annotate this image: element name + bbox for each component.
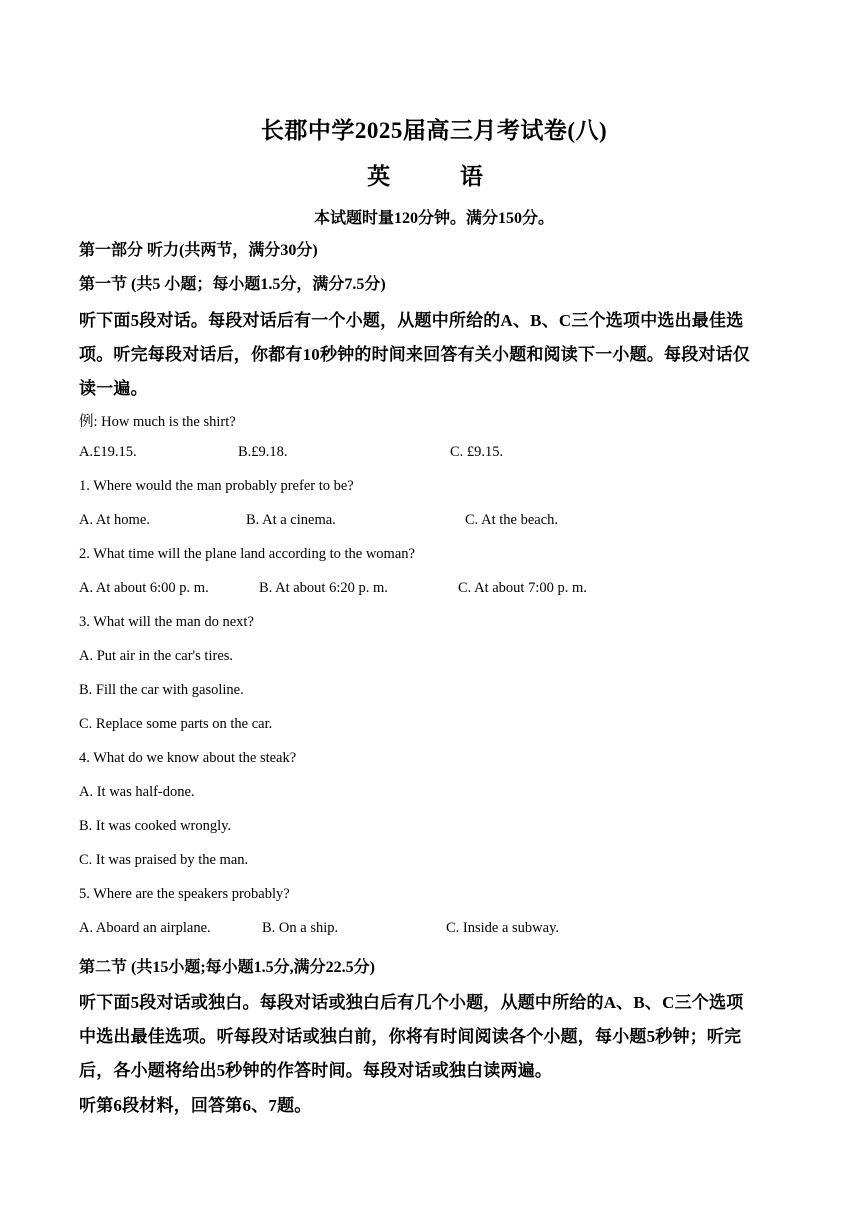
exam-title: 长郡中学2025届高三月考试卷(八) <box>260 118 608 143</box>
q3-option-b: B. Fill the car with gasoline. <box>79 682 244 698</box>
q1-option-b: B. At a cinema. <box>246 512 336 528</box>
section1-instruction-line-1: 听下面5段对话。每段对话后有一个小题，从题中所给的A、B、C三个选项中选出最佳选 <box>79 311 744 330</box>
q2-option-c: C. At about 7:00 p. m. <box>458 580 587 596</box>
q1-option-c: C. At the beach. <box>465 512 559 528</box>
section1-instruction-line-2: 项。听完每段对话后，你都有10秒钟的时间来回答有关小题和阅读下一小题。每段对话仅 <box>79 345 750 364</box>
q2-option-b: B. At about 6:20 p. m. <box>259 580 388 596</box>
example-question: 例: How much is the shirt? <box>79 414 236 430</box>
subject-text: 英 语 <box>367 164 515 189</box>
question-2: 2. What time will the plane land according to the woman? <box>79 546 415 562</box>
q3-option-c: C. Replace some parts on the car. <box>79 716 273 732</box>
q3-option-a: A. Put air in the car's tires. <box>79 648 234 664</box>
question-5: 5. Where are the speakers probably? <box>79 886 290 902</box>
question-3: 3. What will the man do next? <box>79 614 254 630</box>
example-option-a: A.£19.15. <box>79 444 137 460</box>
passage-6-prompt: 听第6段材料，回答第6、7题。 <box>79 1096 312 1115</box>
q5-option-c: C. Inside a subway. <box>446 920 560 936</box>
q4-option-c: C. It was praised by the man. <box>79 852 249 868</box>
section1-heading: 第一节 (共5 小题；每小题1.5分，满分7.5分) <box>79 276 386 293</box>
time-info: 本试题时量120分钟。满分150分。 <box>313 210 554 227</box>
question-4: 4. What do we know about the steak? <box>79 750 297 766</box>
section2-instruction-line-2: 中选出最佳选项。听每段对话或独白前，你将有时间阅读各个小题，每小题5秒钟；听完 <box>79 1027 742 1046</box>
q5-option-b: B. On a ship. <box>262 920 339 936</box>
q5-option-a: A. Aboard an airplane. <box>79 920 211 936</box>
q4-option-b: B. It was cooked wrongly. <box>79 818 232 834</box>
section2-heading: 第二节 (共15小题;每小题1.5分,满分22.5分) <box>79 959 375 976</box>
subject-title <box>0 158 868 191</box>
q4-option-a: A. It was half-done. <box>79 784 195 800</box>
section2-instruction-line-3: 后，各小题将给出5秒钟的作答时间。每段对话或独白读两遍。 <box>79 1061 553 1080</box>
section1-instruction-line-3: 读一遍。 <box>79 379 148 398</box>
q2-option-a: A. At about 6:00 p. m. <box>79 580 209 596</box>
example-option-c: C. £9.15. <box>450 444 504 460</box>
example-option-b: B.£9.18. <box>238 444 288 460</box>
part1-heading: 第一部分 听力(共两节，满分30分) <box>79 242 318 259</box>
q1-option-a: A. At home. <box>79 512 150 528</box>
section2-instruction-line-1: 听下面5段对话或独白。每段对话或独白后有几个小题，从题中所给的A、B、C三个选项 <box>79 993 744 1012</box>
question-1: 1. Where would the man probably prefer to be? <box>79 478 354 494</box>
